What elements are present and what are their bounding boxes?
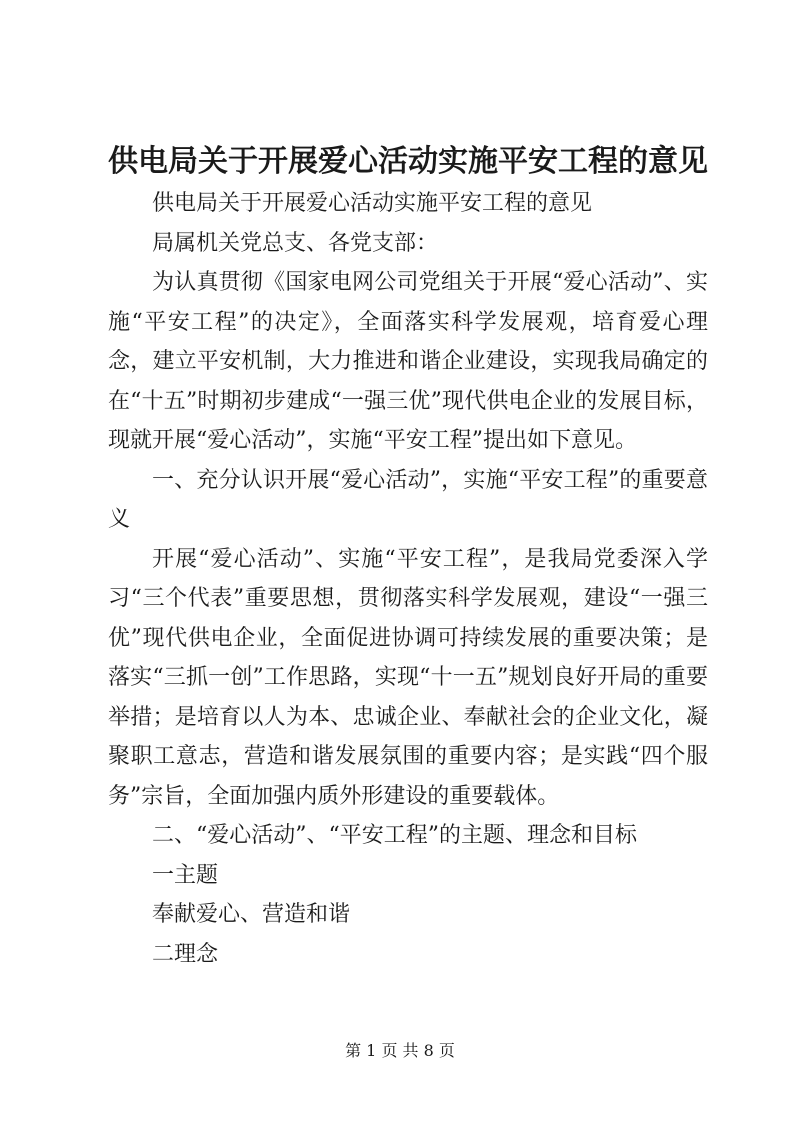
document-body [108,184,708,974]
subheading-concept: 二理念 [152,941,219,967]
paragraph-intro: 为认真贯彻《国家电网公司党组关于开展“爱心活动”、实施“平安工程”的决定》，全面落实科学发展观，培育爱心理念，建立平安机制，大力推进和谐企业建设，实现我局确定的在“十五”时期初步建成“一强三优”现代供电企业的发展目标，现就开展“爱心活动”，实施“平安工程”提出如下意见。 [108,270,708,453]
subheading-theme: 一主题 [152,862,219,888]
document-title: 供电局关于开展爱心活动实施平安工程的意见 [108,144,708,179]
paragraph-addressee: 局属机关党总支、各党支部： [152,230,439,256]
paragraph-significance: 开展“爱心活动”、实施“平安工程”，是我局党委深入学习“三个代表”重要思想，贯彻落实科学发展观，建设“一强三优”现代供电企业，全面促进协调可持续发展的重要决策；是落实“三抓一创”工作思路，实现“十一五”规划良好开局的重要举措；是培育以人为本、忠诚企业、奉献社会的企业文化，凝聚职工意志，营造和谐发展氛围的重要内容；是实践“四个服务”宗旨，全面加强内质外形建设的重要载体。 [108,546,708,809]
paragraph-subtitle: 供电局关于开展爱心活动实施平安工程的意见 [152,191,593,216]
section-heading-1: 一、充分认识开展“爱心活动”，实施“平安工程”的重要意义 [108,467,708,532]
page-footer: 第 1 页 共 8 页 [345,1041,455,1060]
paragraph-theme: 奉献爱心、营造和谐 [152,902,351,927]
section-heading-2: 二、“爱心活动”、“平安工程”的主题、理念和目标 [152,823,637,848]
